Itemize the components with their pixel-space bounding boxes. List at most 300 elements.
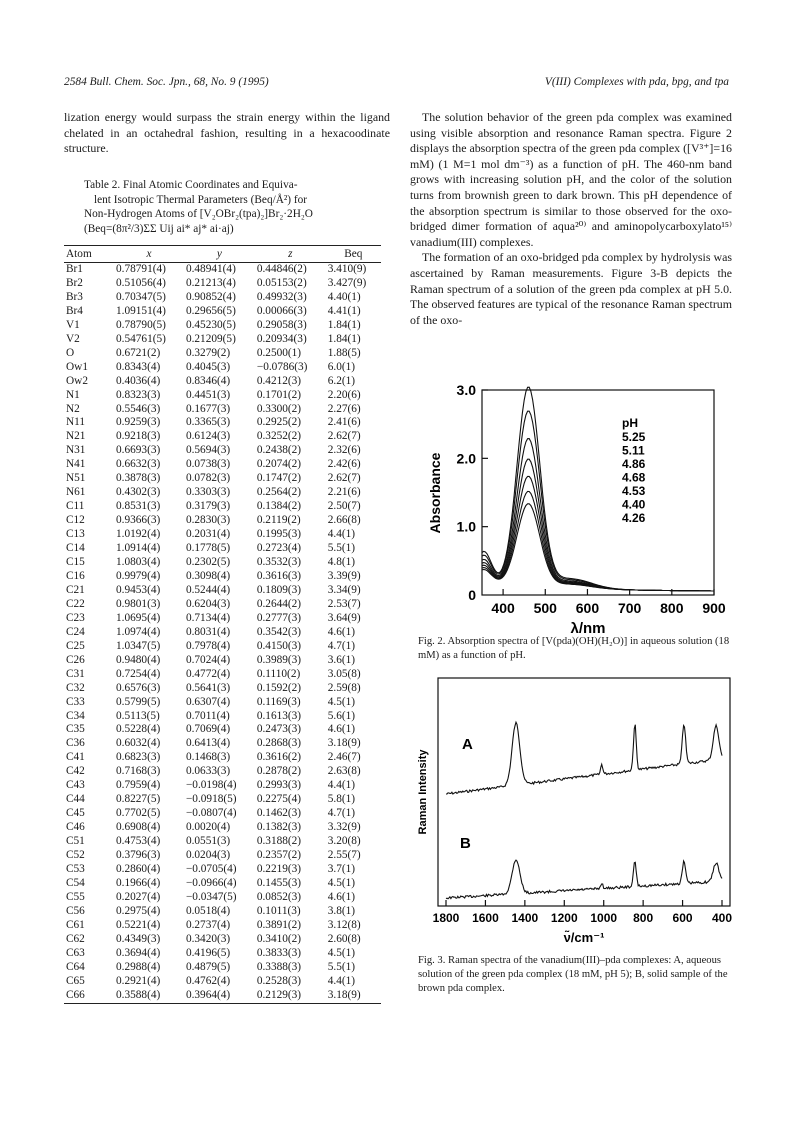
left-column-paragraph: lization energy would surpass the strain energy within the ligand chelated in an octahedral fashion, resulting in a hexacoodinate structure. [64, 110, 390, 156]
value-cell: 0.1747(2) [256, 472, 302, 485]
fig2-legend-item: 5.25 [622, 430, 646, 444]
fig2-series-line [482, 439, 713, 591]
value-cell: 0.9453(4) [116, 583, 161, 596]
value-cell: 0.0852(3) [256, 890, 302, 903]
fig2-y-tick-label: 0 [468, 587, 476, 603]
table-row [64, 710, 381, 724]
value-cell: 0.4036(4) [116, 374, 161, 387]
table-row [64, 877, 381, 891]
value-cell: 0.7702(5) [116, 807, 161, 820]
table-row [64, 375, 381, 389]
table-row [64, 458, 381, 472]
value-cell: 0.7069(4) [185, 723, 231, 736]
table-title-line: Non-Hydrogen Atoms of [V₂OBr₂(tpa)₂]Br₂·2H₂O [84, 208, 313, 220]
fig3-x-tick-label: 1600 [472, 911, 499, 925]
atom-cell: N1 [66, 388, 80, 401]
atom-cell: N2 [66, 402, 80, 415]
value-cell: 2.20(6) [327, 388, 361, 401]
fig2-legend-item: 5.11 [622, 443, 645, 458]
atom-cell: C53 [66, 862, 85, 875]
value-cell: 0.1809(3) [256, 583, 302, 596]
value-cell: 3.05(8) [327, 667, 361, 680]
value-cell: 0.9218(3) [116, 430, 161, 443]
value-cell: 0.54761(5) [116, 332, 166, 345]
table-row [64, 556, 381, 570]
value-cell: 2.46(7) [327, 751, 361, 764]
value-cell: 0.3420(3) [185, 932, 231, 945]
value-cell: 1.0974(4) [116, 625, 161, 638]
value-cell: 1.0914(4) [116, 542, 161, 555]
value-cell: 4.4(1) [327, 528, 356, 541]
value-cell: 0.5799(5) [116, 695, 161, 708]
value-cell: 0.78790(5) [116, 318, 166, 331]
atom-cell: C21 [66, 583, 85, 596]
table-row [64, 640, 381, 654]
atom-cell: Br2 [66, 276, 83, 289]
value-cell: −0.0347(5) [185, 890, 237, 903]
value-cell: 0.2830(3) [185, 514, 231, 527]
value-cell: 0.3303(3) [185, 486, 231, 499]
value-cell: 0.2027(4) [116, 890, 161, 903]
table-body [64, 263, 381, 1004]
table-row [64, 919, 381, 933]
fig2-y-axis-label: Absorbance [427, 452, 443, 534]
fig3-x-tick-label: 1400 [511, 911, 539, 925]
table-title-line: (Beq=(8π²/3)ΣΣ Uij ai* aj* ai·aj) [84, 222, 234, 235]
value-cell: 0.5244(4) [185, 583, 231, 596]
value-cell: 0.9480(4) [116, 653, 161, 666]
table-row [64, 779, 381, 793]
value-cell: 0.3891(2) [256, 918, 302, 931]
value-cell: 4.6(1) [327, 723, 356, 736]
fig2-x-tick-label: 900 [702, 600, 726, 616]
value-cell: 0.6204(3) [185, 597, 231, 610]
value-cell: 0.0738(3) [185, 458, 231, 471]
value-cell: 0.8031(4) [185, 625, 231, 638]
value-cell: 0.3989(3) [256, 653, 302, 666]
table-row [64, 863, 381, 877]
value-cell: 0.2988(4) [116, 960, 161, 973]
fig2-y-tick-label: 3.0 [456, 382, 476, 398]
paragraph-solution-behavior: The solution behavior of the green pda complex was examined using visible absorption and resonance Raman spectra. Figure 2 displays the absorption spectra of the green pda complex ([V³⁺]=16 mM) (1 M=1 mol dm⁻³) as a function of pH. The 460-nm band grows with increasing solution pH, and the color of the solution turns from brownish green to dark brown. This pH dependence of the absorption spectrum is similar to those observed for the oxo-bridged dimer formation of aqua²⁰⁾ and aminopolycarboxylato¹⁵⁾ vanadium(III) complexes. [410, 110, 732, 249]
table-row [64, 403, 381, 417]
value-cell: 0.7134(4) [185, 611, 231, 624]
table-row [64, 333, 381, 347]
value-cell: 0.2031(4) [185, 528, 231, 541]
value-cell: 0.0518(4) [185, 904, 231, 917]
value-cell: 2.66(8) [327, 514, 361, 527]
value-cell: 0.3833(3) [256, 946, 302, 959]
table-row [64, 626, 381, 640]
table-row [64, 472, 381, 486]
atom-cell: C13 [66, 528, 85, 541]
atom-cell: C52 [66, 849, 85, 862]
column-header: x [114, 246, 184, 263]
value-cell: 0.3279(2) [185, 346, 231, 359]
value-cell: 0.8343(4) [116, 360, 161, 373]
atom-cell: C12 [66, 514, 85, 527]
atom-cell: C62 [66, 932, 85, 945]
table-row [64, 821, 381, 835]
value-cell: 0.00066(3) [256, 304, 307, 317]
value-cell: 0.1382(3) [256, 821, 302, 834]
value-cell: 0.9259(3) [116, 416, 161, 429]
value-cell: 0.1384(2) [256, 500, 302, 513]
table-row [64, 765, 381, 779]
fig3-x-tick-label: 600 [672, 911, 693, 925]
value-cell: 2.21(6) [327, 486, 361, 499]
value-cell: 0.5546(3) [116, 402, 161, 415]
atom-cell: N51 [66, 472, 86, 485]
value-cell: 0.3588(4) [114, 989, 184, 1003]
atom-cell: V2 [66, 332, 80, 345]
fig2-x-tick-label: 500 [533, 600, 557, 616]
value-cell: 0.8531(3) [116, 500, 161, 513]
value-cell: 0.3388(3) [256, 960, 302, 973]
table-row [64, 947, 381, 961]
atom-cell: C35 [66, 723, 85, 736]
value-cell: 0.8227(5) [116, 793, 161, 806]
table-row [64, 723, 381, 737]
value-cell: 0.0551(3) [185, 835, 231, 848]
value-cell: 0.05153(2) [256, 276, 307, 289]
table-row [64, 444, 381, 458]
value-cell: 0.0782(3) [185, 472, 231, 485]
value-cell: 0.48941(4) [185, 263, 236, 275]
value-cell: 2.50(7) [327, 500, 361, 513]
value-cell: 6.2(1) [327, 374, 356, 387]
atom-cell: Ow2 [66, 374, 88, 387]
atom-cell: C61 [66, 918, 85, 931]
value-cell: 0.2860(4) [116, 862, 161, 875]
table-row [64, 263, 381, 277]
fig3-spectrum-a [446, 722, 722, 794]
value-cell: 0.9979(4) [116, 569, 161, 582]
fig2-x-tick-label: 600 [575, 600, 600, 616]
value-cell: 0.3694(4) [116, 946, 161, 959]
value-cell: 1.88(5) [327, 346, 361, 359]
atom-cell: C41 [66, 751, 85, 764]
fig2-absorption-chart [410, 375, 740, 650]
value-cell: 6.0(1) [327, 360, 356, 373]
table-row [64, 891, 381, 905]
value-cell: 0.4196(5) [185, 946, 231, 959]
running-header-left: 2584 Bull. Chem. Soc. Jpn., 68, No. 9 (1995) [64, 76, 269, 88]
atom-cell: C64 [66, 960, 85, 973]
value-cell: −0.0705(4) [185, 862, 237, 875]
atom-cell: O [66, 346, 75, 359]
atom-cell: N21 [66, 430, 86, 443]
fig2-x-tick-label: 700 [617, 600, 642, 616]
value-cell: 4.6(1) [327, 890, 356, 903]
atom-cell: C42 [66, 765, 85, 778]
value-cell: 4.7(1) [327, 639, 356, 652]
value-cell: 1.84(1) [327, 332, 361, 345]
value-cell: 3.20(8) [327, 835, 361, 848]
fig3-label-a: A [462, 736, 473, 753]
value-cell: 3.39(9) [327, 569, 361, 582]
atom-cell: Br4 [66, 304, 83, 317]
fig3-x-tick-label: 1200 [550, 911, 578, 925]
value-cell: 0.3098(4) [185, 569, 231, 582]
atom-cell: C32 [66, 681, 85, 694]
atom-cell: C51 [66, 835, 85, 848]
table-row [64, 668, 381, 682]
value-cell: −0.0198(4) [185, 779, 237, 792]
value-cell: 0.3796(3) [116, 849, 161, 862]
value-cell: 0.20934(3) [256, 332, 307, 345]
fig2-y-tick-label: 1.0 [456, 518, 476, 535]
value-cell: 3.12(8) [327, 918, 361, 931]
table-row [64, 933, 381, 947]
table-row [64, 361, 381, 375]
table-row [64, 598, 381, 612]
fig3-caption: Fig. 3. Raman spectra of the vanadium(III)–pda complexes: A, aqueous solution of the green pda complex (18 mM, pH 5); B, solid sample of the brown pda complex. [418, 955, 728, 994]
table-row [64, 682, 381, 696]
fig2-legend-title: pH [622, 416, 638, 430]
fig2-series-line [482, 504, 713, 591]
fig3-x-tick-label: 800 [633, 911, 654, 925]
value-cell: 0.9366(3) [116, 514, 161, 527]
table-row [64, 835, 381, 849]
table-caption [84, 178, 384, 236]
value-cell: 4.6(1) [327, 625, 356, 638]
value-cell: 0.4212(3) [256, 374, 302, 387]
value-cell: 0.5221(4) [116, 918, 161, 931]
fig2-legend-item: 4.53 [622, 484, 646, 498]
value-cell: 0.2564(2) [256, 486, 302, 499]
value-cell: −0.0807(4) [185, 807, 237, 820]
table-row [64, 500, 381, 514]
atom-cell: C55 [66, 890, 85, 903]
fig3-x-tick-label: 400 [711, 911, 733, 925]
atom-cell: C43 [66, 779, 85, 792]
value-cell: 0.3964(4) [184, 989, 255, 1003]
column-header: z [255, 246, 326, 263]
atom-cell: C44 [66, 793, 85, 806]
value-cell: 0.4753(4) [116, 835, 161, 848]
value-cell: 0.2868(3) [256, 737, 302, 750]
value-cell: 0.8346(4) [185, 374, 231, 387]
value-cell: 0.6721(2) [116, 346, 161, 359]
value-cell: 0.3252(2) [256, 430, 302, 443]
value-cell: 0.6576(3) [116, 681, 161, 694]
value-cell: 3.410(9) [327, 263, 367, 275]
table-row [64, 807, 381, 821]
value-cell: 0.2119(2) [256, 514, 301, 527]
value-cell: 0.3542(3) [256, 625, 302, 638]
value-cell: 0.5694(3) [185, 444, 231, 457]
value-cell: 0.2528(3) [256, 974, 302, 987]
table-row [64, 751, 381, 765]
value-cell: 2.62(7) [327, 472, 361, 485]
value-cell: 0.1613(3) [256, 709, 302, 722]
atom-cell: V1 [66, 318, 80, 331]
value-cell: 0.4451(3) [185, 388, 231, 401]
value-cell: 0.51056(4) [116, 276, 166, 289]
table-row [64, 905, 381, 919]
value-cell: 0.2357(2) [256, 849, 302, 862]
value-cell: 2.62(7) [327, 430, 361, 443]
atom-cell: C54 [66, 876, 85, 889]
value-cell: 0.1462(3) [256, 807, 302, 820]
value-cell: −0.0918(5) [185, 793, 237, 806]
value-cell: 5.6(1) [327, 709, 356, 722]
atom-cell: C31 [66, 667, 85, 680]
table-row [64, 389, 381, 403]
fig3-spectrum-b [446, 860, 722, 899]
value-cell: 0.21213(4) [185, 276, 236, 289]
atom-cell: C15 [66, 556, 85, 569]
value-cell: 0.1455(3) [256, 876, 302, 889]
value-cell: 0.6823(3) [116, 751, 161, 764]
atom-cell: Br3 [66, 290, 83, 303]
value-cell: 0.3188(2) [256, 835, 302, 848]
table-row [64, 305, 381, 319]
value-cell: 0.7011(4) [185, 709, 230, 722]
table-row [64, 277, 381, 291]
atom-cell: C46 [66, 821, 85, 834]
value-cell: 0.7168(3) [116, 765, 161, 778]
value-cell: 0.45230(5) [185, 318, 236, 331]
value-cell: 0.3365(3) [185, 416, 231, 429]
table-title-line: lent Isotropic Thermal Parameters (Beq/Å²) for [94, 193, 308, 206]
fig2-x-axis-label: λ/nm [570, 620, 606, 637]
atom-cell: C26 [66, 653, 85, 666]
value-cell: 0.6124(3) [185, 430, 231, 443]
value-cell: 2.55(7) [327, 849, 361, 862]
value-cell: 1.0803(4) [116, 556, 161, 569]
value-cell: 0.2219(3) [256, 862, 302, 875]
value-cell: 0.1592(2) [256, 681, 302, 694]
value-cell: 0.4302(3) [116, 486, 161, 499]
value-cell: 0.4762(4) [185, 974, 231, 987]
table-row [64, 416, 381, 430]
table-row [64, 961, 381, 975]
value-cell: 1.0347(5) [116, 639, 161, 652]
value-cell: 0.29656(5) [185, 304, 236, 317]
value-cell: 0.2275(4) [256, 793, 302, 806]
column-header: y [184, 246, 255, 263]
value-cell: 4.4(1) [327, 974, 356, 987]
value-cell: 0.2438(2) [256, 444, 302, 457]
fig3-x-axis-label: ν̃/cm⁻¹ [563, 930, 605, 945]
table-row [64, 612, 381, 626]
value-cell: 0.7978(4) [185, 639, 231, 652]
atom-cell: C63 [66, 946, 85, 959]
table-row [64, 486, 381, 500]
atom-cell: N61 [66, 486, 86, 499]
table-header-row [64, 246, 381, 263]
fig2-series-line [482, 491, 713, 591]
value-cell: 0.70347(5) [116, 290, 166, 303]
atom-cell: C11 [66, 500, 85, 513]
value-cell: 3.18(9) [326, 989, 381, 1003]
value-cell: 3.427(9) [327, 276, 367, 289]
atom-cell: N31 [66, 444, 86, 457]
table-row [64, 793, 381, 807]
value-cell: 0.3410(2) [256, 932, 302, 945]
fig3-y-axis-label: Raman Intensity [417, 749, 429, 835]
value-cell: 0.2975(4) [116, 904, 161, 917]
value-cell: 0.2473(3) [256, 723, 302, 736]
fig2-x-tick-label: 800 [660, 600, 684, 616]
value-cell: 0.4879(5) [185, 960, 231, 973]
value-cell: 0.1966(4) [116, 876, 161, 889]
value-cell: 0.4772(4) [185, 667, 231, 680]
fig2-caption: Fig. 2. Absorption spectra of [V(pda)(OH)(H₂O)] in aqueous solution (18 mM) as a function of pH. [418, 636, 730, 661]
value-cell: 0.2921(4) [116, 974, 161, 987]
value-cell: 0.2500(1) [256, 346, 302, 359]
value-cell: 5.5(1) [327, 960, 356, 973]
value-cell: 0.5641(3) [185, 681, 231, 694]
value-cell: 0.1995(3) [256, 528, 302, 541]
value-cell: 1.0192(4) [116, 528, 161, 541]
table-row [64, 291, 381, 305]
value-cell: 0.1169(3) [256, 695, 301, 708]
value-cell: 0.44846(2) [256, 263, 307, 275]
table-row [64, 514, 381, 528]
running-header-right: V(III) Complexes with pda, bpg, and tpa [544, 76, 729, 88]
fig2-series-line [482, 476, 713, 591]
atom-cell: C66 [64, 989, 114, 1003]
value-cell: 0.1677(3) [185, 402, 231, 415]
value-cell: 0.3878(3) [116, 472, 161, 485]
value-cell: 0.4150(3) [256, 639, 302, 652]
value-cell: 0.3616(3) [256, 569, 302, 582]
value-cell: 0.6693(3) [116, 444, 161, 457]
fig2-plot-frame [482, 390, 714, 595]
fig2-series-line [482, 387, 713, 591]
value-cell: 3.18(9) [327, 737, 361, 750]
atom-cell: N11 [66, 416, 86, 429]
paragraph-raman: The formation of an oxo-bridged pda complex by hydrolysis was ascertained by Raman measurements. Figure 3-B depicts the Raman spectrum of a solution of the green pda complex at pH 5.0. The observed features are typical of the resonance Raman spectrum of the oxo- [410, 250, 732, 327]
fig2-legend-item: 4.40 [622, 497, 646, 512]
table-row [64, 319, 381, 333]
atom-cell: C56 [66, 904, 85, 917]
table-row [64, 430, 381, 444]
value-cell: 0.0204(3) [185, 849, 231, 862]
column-header: Beq [326, 246, 381, 263]
value-cell: 0.2737(4) [185, 918, 231, 931]
value-cell: −0.0966(4) [185, 876, 237, 889]
atom-cell: C36 [66, 737, 85, 750]
value-cell: 2.41(6) [327, 416, 361, 429]
value-cell: 0.7024(4) [185, 653, 231, 666]
value-cell: 0.6632(3) [116, 458, 161, 471]
atom-cell: C16 [66, 569, 85, 582]
value-cell: 3.7(1) [327, 862, 356, 875]
value-cell: 0.0633(3) [185, 765, 231, 778]
value-cell: 2.59(8) [327, 681, 361, 694]
fig3-x-tick-label: 1000 [590, 911, 618, 925]
table-row [64, 737, 381, 751]
value-cell: 0.1110(2) [256, 667, 301, 680]
value-cell: 5.8(1) [327, 793, 356, 806]
value-cell: 0.21209(5) [185, 332, 236, 345]
value-cell: 0.1468(3) [185, 751, 231, 764]
value-cell: 5.5(1) [327, 542, 356, 555]
atom-cell: Br1 [66, 263, 83, 275]
atom-cell: C24 [66, 625, 85, 638]
value-cell: 0.49932(3) [256, 290, 307, 303]
value-cell: 0.2777(3) [256, 611, 302, 624]
value-cell: 1.84(1) [327, 318, 361, 331]
value-cell: 0.29058(3) [256, 318, 307, 331]
value-cell: 3.6(1) [327, 653, 356, 666]
table-row [64, 542, 381, 556]
value-cell: 0.2925(2) [256, 416, 302, 429]
